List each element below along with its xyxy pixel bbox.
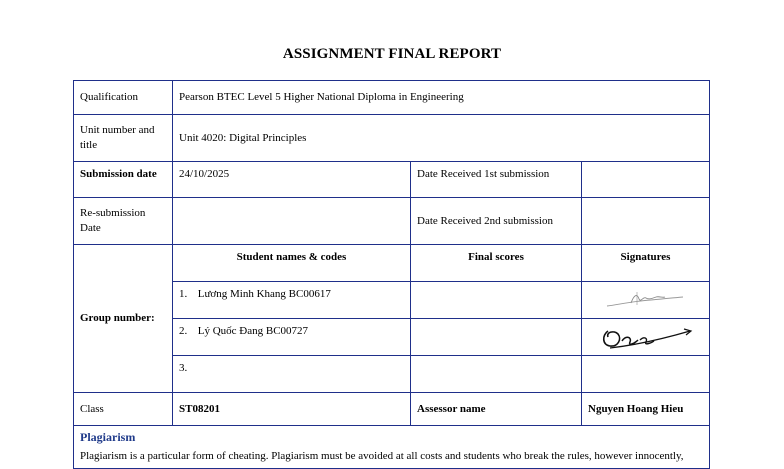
unit-value: Unit 4020: Digital Principles	[173, 115, 710, 162]
plagiarism-text: Plagiarism is a particular form of cheating. Plagiarism must be avoided at all costs and students who break the rules, however innocently,	[80, 450, 684, 462]
student-entry	[173, 356, 411, 393]
date-received-2-label: Date Received 2nd submission	[411, 198, 582, 245]
signature-cell	[582, 282, 710, 319]
date-received-1-value	[582, 162, 710, 198]
students-header: Student names & codes	[173, 245, 411, 282]
class-row	[74, 393, 710, 426]
student-name: Lý Quốc Đang BC00727	[197, 325, 309, 337]
resubmission-value	[173, 198, 411, 245]
class-label: Class	[74, 393, 173, 426]
student-score	[411, 356, 582, 393]
qualification-label: Qualification	[74, 81, 173, 115]
student-number: 2.	[179, 325, 188, 337]
assessor-value: Nguyen Hoang Hieu	[582, 393, 710, 426]
report-title: ASSIGNMENT FINAL REPORT	[282, 46, 502, 62]
plagiarism-cell	[74, 426, 710, 469]
student-entry	[173, 319, 411, 356]
resubmission-label: Re-submission Date	[74, 198, 173, 245]
plagiarism-title: Plagiarism	[80, 430, 136, 444]
signature-image	[596, 323, 696, 351]
student-number: 1.	[179, 288, 188, 300]
report-table	[73, 80, 710, 469]
group-header-row	[74, 245, 710, 282]
signature-cell	[582, 356, 710, 393]
resubmission-row	[74, 198, 710, 245]
student-number: 3.	[179, 362, 188, 374]
submission-label: Submission date	[74, 162, 173, 198]
student-entry	[173, 282, 411, 319]
signatures-header: Signatures	[582, 245, 710, 282]
assessor-label: Assessor name	[411, 393, 582, 426]
scores-header: Final scores	[411, 245, 582, 282]
submission-row	[74, 162, 710, 198]
group-number-label: Group number:	[74, 245, 173, 393]
qualification-row	[74, 81, 710, 115]
qualification-value: Pearson BTEC Level 5 Higher National Diploma in Engineering	[173, 81, 710, 115]
plagiarism-row	[74, 426, 710, 469]
submission-value: 24/10/2025	[173, 162, 411, 198]
signature-cell	[582, 319, 710, 356]
signature-image	[601, 289, 691, 311]
unit-row	[74, 115, 710, 162]
student-name: Lương Minh Khang BC00617	[197, 288, 331, 300]
date-received-2-value	[582, 198, 710, 245]
student-score	[411, 282, 582, 319]
date-received-1-label: Date Received 1st submission	[411, 162, 582, 198]
student-score	[411, 319, 582, 356]
class-value: ST08201	[173, 393, 411, 426]
unit-label: Unit number and title	[74, 115, 173, 162]
